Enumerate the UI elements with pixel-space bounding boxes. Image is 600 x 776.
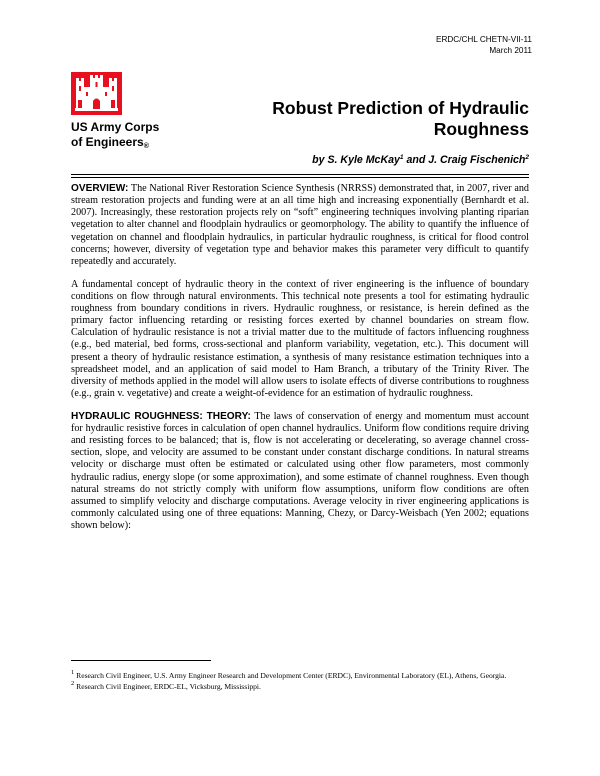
footnotes bbox=[71, 671, 529, 692]
footnote-2-mark: 2 bbox=[71, 679, 75, 687]
author-1-footnote-mark: 1 bbox=[399, 154, 404, 161]
org-line-2-text: of Engineers bbox=[71, 134, 144, 149]
paragraph-overview bbox=[71, 183, 529, 268]
paragraph-overview-text: The National River Restoration Science Synthesis (NRRSS) demonstrated that, in 2007, river and stream restoration projects and funding were at an all time high and increasing exponentially (Bernhardt et al. 2007). Increasingly, these restoration projects rely on “soft” engineering techniques involving planting riparian vegetation to alter channel and floodplain hydraulics or geomorphology. The ability to quantify the influence of vegetation on channel and floodplain hydraulics, in particular hydraulic roughness, is critical for flood control concerns; however, diversity of vegetation type and behavior makes this parameter very difficult to quantify repeatedly and accurately. bbox=[71, 183, 529, 267]
org-line-2 bbox=[71, 135, 159, 155]
author-line bbox=[312, 154, 529, 166]
report-id: ERDC/CHL CHETN-VII-11 bbox=[436, 35, 532, 44]
org-line-1: US Army Corps bbox=[71, 120, 160, 134]
castle-icon bbox=[71, 72, 122, 115]
footnote-divider bbox=[71, 660, 211, 661]
section-heading-theory: HYDRAULIC ROUGHNESS: THEORY: bbox=[71, 410, 251, 422]
paragraph-theory-text: The laws of conservation of energy and momentum must account for hydraulic resistive forces in calculation of open channel hydraulics. Uniform flow conditions require driving and resisting forces to be balanced; that is, flow is not accelerating or decelerating, so average channel cross-section, slope, and velocity are assumed to be constant under constant discharge conditions. In natural streams velocity or discharge must often be estimated or calculated using other flow parameters, most commonly hydraulic radius, energy slope (or some approximation), and some estimate of channel roughness. Even though natural streams do not strictly comply with uniform flow assumptions, uniform flow conditions are often assumed to simplify velocity and discharge computations. Average velocity in river engineering applications is commonly calculated using one of three equations: Manning, Chezy, or Darcy-Weisbach (Yen 2002; equations shown below): bbox=[71, 410, 529, 532]
author-1: by S. Kyle McKay bbox=[312, 154, 400, 166]
report-header bbox=[436, 34, 532, 56]
paragraph-theory bbox=[71, 411, 529, 533]
registered-mark: ® bbox=[143, 142, 149, 150]
footnote-2-text: Research Civil Engineer, ERDC-EL, Vicksburg, Mississippi. bbox=[74, 681, 261, 691]
author-2: and J. Craig Fischenich bbox=[403, 154, 526, 166]
footnote-1-mark: 1 bbox=[71, 669, 75, 676]
footnote-1-text: Research Civil Engineer, U.S. Army Engineer Research and Development Center (ERDC), Environmental Laboratory (EL), Athens, Georgia. bbox=[74, 671, 507, 680]
document-body bbox=[71, 183, 529, 543]
document-title: Robust Prediction of Hydraulic Roughness bbox=[272, 98, 529, 139]
footnote-2 bbox=[71, 679, 529, 692]
report-date: March 2011 bbox=[489, 46, 532, 55]
author-2-footnote-mark: 2 bbox=[525, 154, 529, 161]
title-divider-top bbox=[71, 174, 529, 175]
organization-name bbox=[71, 120, 159, 154]
footnote-1 bbox=[71, 671, 529, 681]
title-divider-bottom bbox=[71, 177, 529, 178]
paragraph-concept: A fundamental concept of hydraulic theory in the context of river engineering is the influence of boundary conditions on flow through natural environments. This technical note presents a tool for estimating hydraulic roughness from boundary conditions in rivers. Hydraulic roughness, or resistance, is herein defined as the primary factor influencing retarding or resisting forces exerted by channel boundaries on stream flow. Calculation of hydraulic resistance is not a trivial matter due to the multitude of factors influencing roughness (e.g., bed material, bed forms, cross-sectional and planform variability, vegetation, etc.). This document will present a theory of hydraulic resistance estimation, a synthesis of many resistance estimation techniques into a spreadsheet model, and an application of said model to Ham Branch, a tributary of the Trinity River. The diversity of methods applied in the model will allow users to isolate effects of diverse contributions to roughness (e.g., grain v. vegetative) and create a weight-of-evidence for an estimation of hydraulic roughness. bbox=[71, 278, 529, 400]
section-heading-overview: OVERVIEW: bbox=[71, 183, 129, 194]
